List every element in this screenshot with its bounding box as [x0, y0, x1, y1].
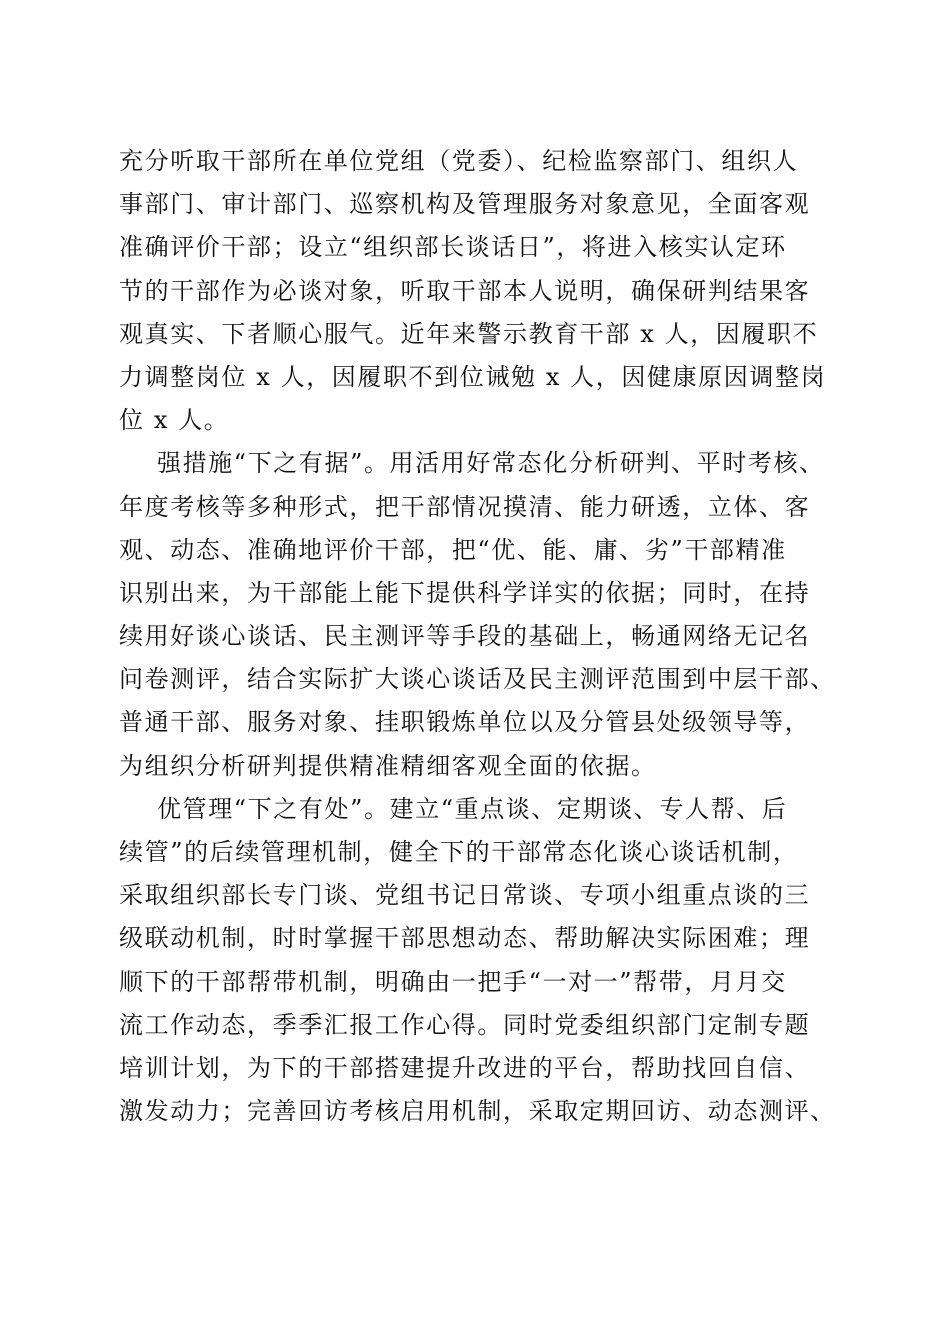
text-line: 识别出来，为干部能上能下提供科学详实的依据；同时，在持 — [119, 578, 811, 607]
document-body — [119, 140, 839, 1133]
text-line: 为组织分析研判提供精准精细客观全面的依据。 — [119, 751, 657, 780]
text-line: 力调整岗位 x 人，因履职不到位诫勉 x 人，因健康原因调整岗 — [119, 362, 827, 391]
text-line: 流工作动态，季季汇报工作心得。同时党委组织部门定制专题 — [119, 1010, 811, 1039]
text-line: 年度考核等多种形式，把干部情况摸清、能力研透，立体、客 — [119, 492, 811, 521]
paragraph-1 — [119, 140, 839, 442]
text-line: 事部门、审计部门、巡察机构及管理服务对象意见，全面客观 — [119, 190, 811, 219]
text-line: 充分听取干部所在单位党组（党委）、纪检监察部门、组织人 — [119, 147, 799, 175]
paragraph-3 — [119, 788, 839, 1134]
paragraph-2 — [119, 442, 839, 788]
text-line: 续管”的后续管理机制，健全下的干部常态化谈心谈话机制， — [119, 838, 799, 866]
text-line: 普通干部、服务对象、挂职锻炼单位以及分管县处级领导等， — [119, 708, 811, 737]
text-line: 级联动机制，时时掌握干部思想动态、帮助解决实际困难；理 — [119, 924, 811, 953]
text-line: 位 x 人。 — [119, 406, 230, 435]
text-line: 顺下的干部帮带机制，明确由一把手“一对一”帮带，月月交 — [119, 967, 787, 996]
text-line: 强措施“下之有据”。用活用好常态化分析研判、平时考核、 — [157, 449, 825, 478]
text-line: 培训计划，为下的干部搭建提升改进的平台，帮助找回自信、 — [119, 1053, 811, 1082]
text-line: 准确评价干部；设立“组织部长谈话日”，将进入核实认定环 — [119, 233, 787, 262]
text-line: 问卷测评，结合实际扩大谈心谈话及民主测评范围到中层干部、 — [119, 665, 836, 694]
text-line: 采取组织部长专门谈、党组书记日常谈、专项小组重点谈的三 — [119, 881, 811, 910]
text-line: 观、动态、准确地评价干部，把“优、能、庸、劣”干部精准 — [119, 535, 787, 564]
text-line: 观真实、下者顺心服气。近年来警示教育干部 x 人，因履职不 — [119, 319, 819, 348]
text-line: 节的干部作为必谈对象，听取干部本人说明，确保研判结果客 — [119, 276, 811, 305]
text-line: 激发动力；完善回访考核启用机制，采取定期回访、动态测评、 — [119, 1097, 836, 1126]
text-line: 续用好谈心谈话、民主测评等手段的基础上，畅通网络无记名 — [119, 622, 811, 651]
text-line: 优管理“下之有处”。建立“重点谈、定期谈、专人帮、后 — [157, 794, 788, 823]
